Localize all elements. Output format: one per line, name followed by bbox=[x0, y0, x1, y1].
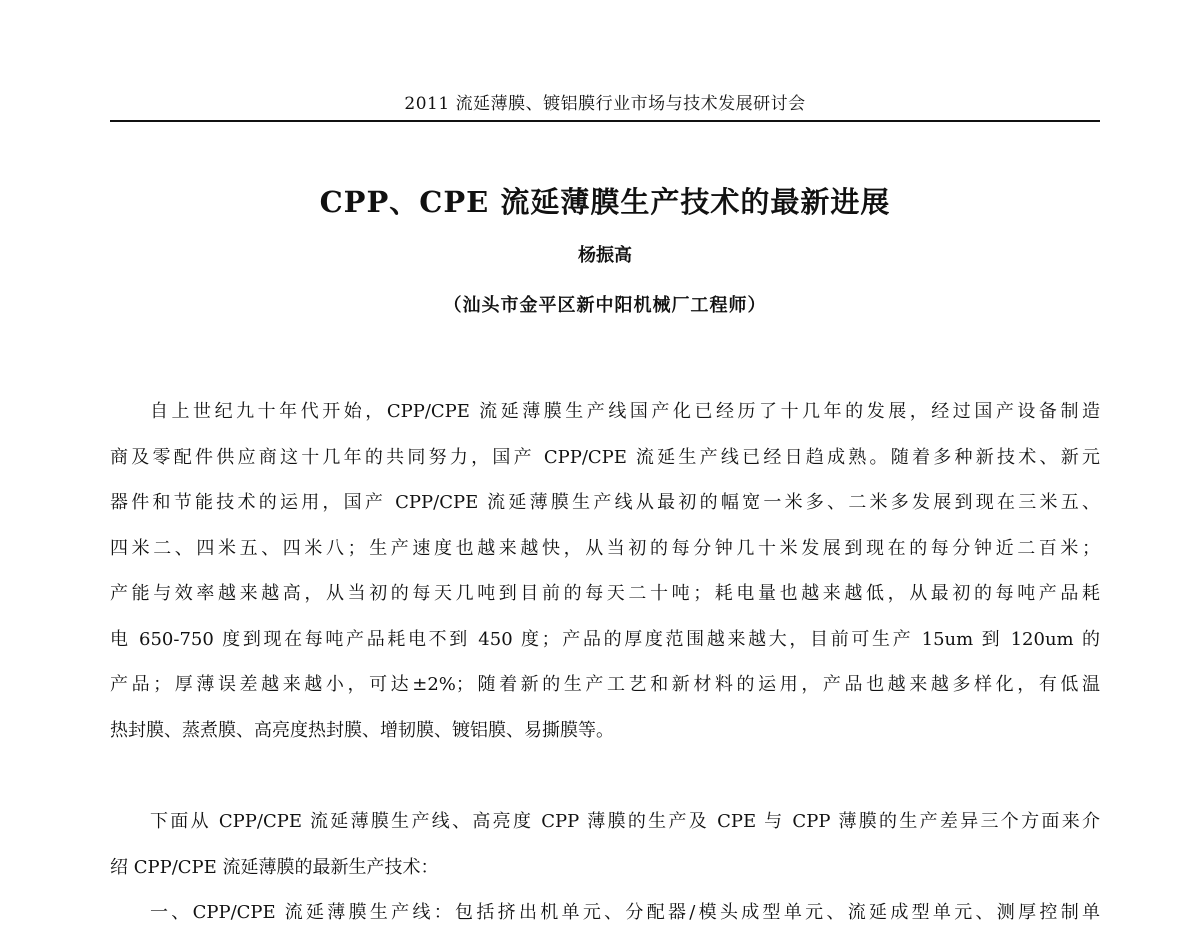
paragraph-line: 自上世纪九十年代开始，CPP/CPE 流延薄膜生产线国产化已经历了十几年的发展，经过国产设备制造 bbox=[150, 401, 1100, 422]
section-one-heading bbox=[110, 890, 1100, 936]
header-rule bbox=[110, 120, 1100, 122]
paragraph-intro bbox=[110, 389, 1100, 753]
paragraph-line: 电 650-750 度到现在每吨产品耗电不到 450 度；产品的厚度范围越来越大，目前可生产 15um 到 120um 的 bbox=[110, 628, 1100, 650]
paragraph-line: 四米二、四米五、四米八；生产速度也越来越快，从当初的每分钟几十米发展到现在的每分钟近二百米； bbox=[110, 537, 1100, 559]
paragraph-line: 产品；厚薄误差越来越小，可达±2%；随着新的生产工艺和新材料的运用，产品也越来越多样化，有低温 bbox=[110, 674, 1100, 695]
running-header: 2011 流延薄膜、镀铝膜行业市场与技术发展研讨会 bbox=[404, 94, 806, 114]
paragraph-line: 产能与效率越来越高，从当初的每天几吨到目前的每天二十吨；耗电量也越来越低，从最初的每吨产品耗 bbox=[110, 583, 1100, 604]
author-name: 杨振高 bbox=[578, 245, 632, 266]
paragraph-line: 下面从 CPP/CPE 流延薄膜生产线、高亮度 CPP 薄膜的生产及 CPE 与 CPP 薄膜的生产差异三个方面来介 bbox=[150, 811, 1100, 832]
paragraph-line: 热封膜、蒸煮膜、高亮度热封膜、增韧膜、镀铝膜、易撕膜等。 bbox=[110, 719, 614, 741]
author-affiliation: （汕头市金平区新中阳机械厂工程师） bbox=[443, 295, 767, 316]
paragraph-line: 一、CPP/CPE 流延薄膜生产线：包括挤出机单元、分配器/模头成型单元、流延成型单元、测厚控制单 bbox=[150, 902, 1100, 923]
paragraph-overview bbox=[110, 799, 1100, 890]
paragraph-line: 器件和节能技术的运用，国产 CPP/CPE 流延薄膜生产线从最初的幅宽一米多、二米多发展到现在三米五、 bbox=[110, 492, 1100, 513]
paper-title: CPP、CPE 流延薄膜生产技术的最新进展 bbox=[319, 185, 891, 219]
paragraph-line: 绍 CPP/CPE 流延薄膜的最新生产技术： bbox=[110, 856, 439, 878]
paragraph-line: 商及零配件供应商这十几年的共同努力，国产 CPP/CPE 流延生产线已经日趋成熟。随着多种新技术、新元 bbox=[110, 446, 1100, 468]
